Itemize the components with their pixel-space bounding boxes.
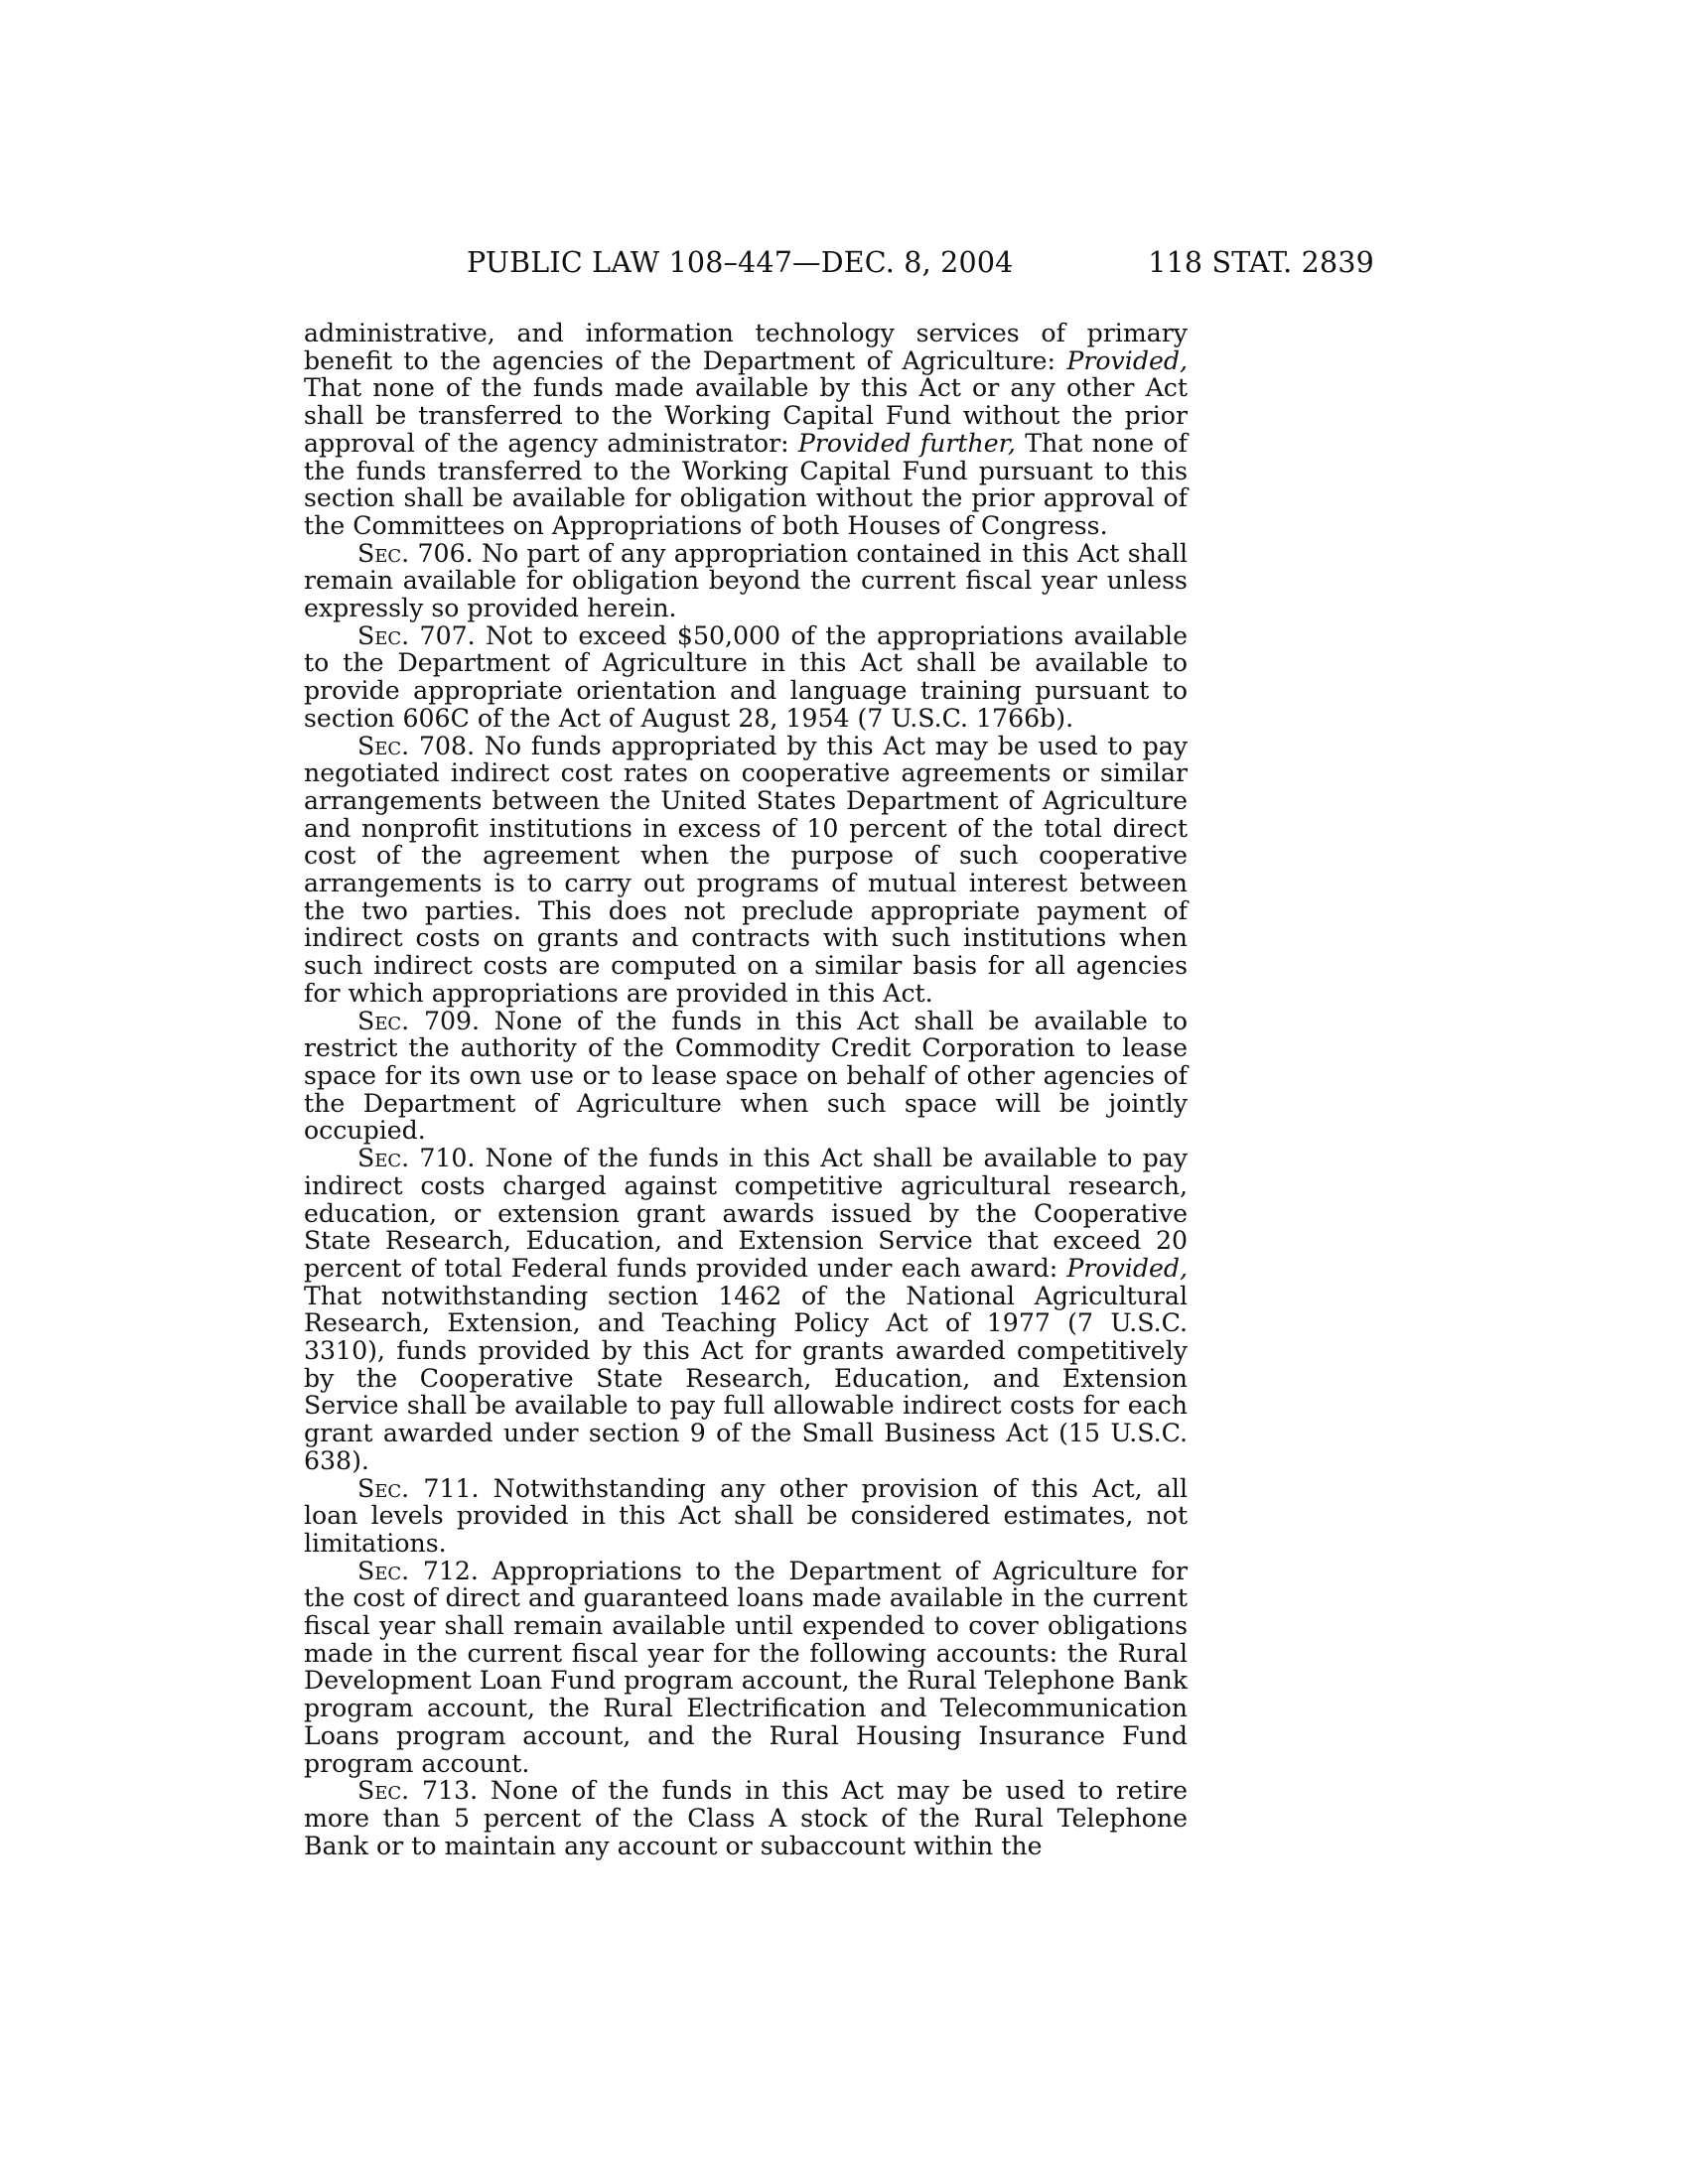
section-label: Sec. 710. bbox=[357, 1144, 476, 1173]
section-713: Sec. 713. None of the funds in this Act may be used to retire more than 5 percent of the Class A stock of the Rural Telephone Bank or to maintain any account or subaccount within the bbox=[304, 1776, 1189, 1860]
page-header bbox=[0, 246, 1688, 286]
section-label: Sec. 711. bbox=[357, 1473, 480, 1503]
section-label: Sec. 707. bbox=[357, 620, 476, 650]
section-label: Sec. 712. bbox=[357, 1556, 479, 1585]
section-label: Sec. 713. bbox=[357, 1776, 479, 1806]
section-710: Sec. 710. None of the funds in this Act shall be available to pay indirect costs charged against competitive agricultural research, education, or extension grant awards issued by the Cooperative State Research, Education, and Extension Service that exceed 20 percent of total Federal funds provided under each award: Provided, That notwithstanding section 1462 of the National Agricultural Research, Extension, and Teaching Policy Act of 1977 (7 U.S.C. 3310), funds provided by this Act for grants awarded competitively by the Cooperative State Research, Education, and Extension Service shall be available to pay full allowable indirect costs for each grant awarded under section 9 of the Small Business Act (15 U.S.C. 638). bbox=[304, 1144, 1189, 1475]
document-body bbox=[304, 320, 1188, 1859]
continued-paragraph: administrative, and information technology services of primary benefit to the agencies of the Department of Agriculture: Provided, That none of the funds made available by this Act or any other Act shall be transferred to the Working Capital Fund without the prior approval of the agency administrator: Provided further, That none of the funds transferred to the Working Capital Fund pursuant to this section shall be available for obligation without the prior approval of the Committees on Appropriations of both Houses of Congress. bbox=[304, 319, 1188, 540]
section-709: Sec. 709. None of the funds in this Act shall be available to restrict the authority of the Commodity Credit Corporation to lease space for its own use or to lease space on behalf of other agencies of the Department of Agriculture when such space will be jointly occupied. bbox=[304, 1006, 1188, 1146]
section-label: Sec. 709. bbox=[357, 1006, 481, 1035]
statute-page-reference: 118 STAT. 2839 bbox=[1148, 246, 1374, 279]
section-label: Sec. 706. bbox=[357, 538, 474, 568]
section-708: Sec. 708. No funds appropriated by this Act may be used to pay negotiated indirect cost rates on cooperative agreements or similar arrangements between the United States Department of Agriculture and nonprofit institutions in excess of 10 percent of the total direct cost of the agreement when the purpose of such cooperative arrangements is to carry out programs of mutual interest between the two parties. This does not preclude appropriate payment of indirect costs on grants and contracts with such institutions when such indirect costs are computed on a similar basis for all agencies for which appropriations are provided in this Act. bbox=[304, 731, 1189, 1008]
section-712: Sec. 712. Appropriations to the Department of Agriculture for the cost of direct and guaranteed loans made available in the current fiscal year shall remain available until expended to cover obligations made in the current fiscal year for the following accounts: the Rural Development Loan Fund program account, the Rural Telephone Bank program account, the Rural Electrification and Telecommunication Loans program account, and the Rural Housing Insurance Fund program account. bbox=[304, 1556, 1188, 1778]
section-707: Sec. 707. Not to exceed $50,000 of the appropriations available to the Department of Agriculture in this Act shall be available to provide appropriate orientation and language training pursuant to section 606C of the Act of August 28, 1954 (7 U.S.C. 1766b). bbox=[304, 620, 1188, 733]
section-711: Sec. 711. Notwithstanding any other provision of this Act, all loan levels provided in this Act shall be considered estimates, not limitations. bbox=[304, 1473, 1188, 1558]
section-label: Sec. 708. bbox=[357, 731, 476, 760]
section-706: Sec. 706. No part of any appropriation contained in this Act shall remain available for obligation beyond the current fiscal year unless expressly so provided herein. bbox=[304, 538, 1188, 623]
running-title: PUBLIC LAW 108–447—DEC. 8, 2004 bbox=[467, 246, 1014, 279]
